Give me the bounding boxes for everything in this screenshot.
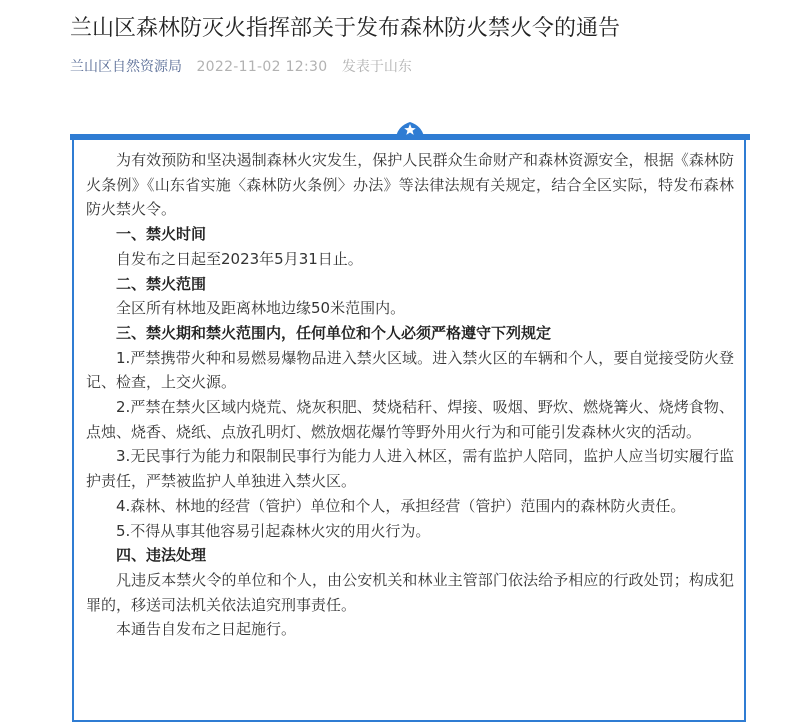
closing-paragraph: 本通告自发布之日起施行。 xyxy=(116,620,297,639)
star-badge-icon xyxy=(394,117,426,137)
section-heading-regulations: 三、禁火期和禁火范围内，任何单位和个人必须严格遵守下列规定 xyxy=(116,323,552,342)
fire-ban-scope-text: 全区所有林地及距离林地边缘50米范围内。 xyxy=(116,299,406,318)
publish-location: 发表于山东 xyxy=(341,59,412,75)
source-account-link[interactable]: 兰山区自然资源局 xyxy=(70,59,182,75)
violations-text: 凡违反本禁火令的单位和个人，由公安机关和林业主管部门依法给予相应的行政处罚；构成犯罪的，移送司法机关依法追究刑事责任。 xyxy=(86,570,734,614)
regulation-item-5: 5.不得从事其他容易引起森林火灾的用火行为。 xyxy=(116,521,431,540)
section-heading-violations: 四、违法处理 xyxy=(116,546,207,565)
fire-ban-period-text: 自发布之日起至2023年5月31日止。 xyxy=(116,249,363,268)
regulation-item-2: 2.严禁在禁火区域内烧荒、烧灰积肥、焚烧秸秆、焊接、吸烟、野炊、燃烧篝火、烧烤食物、点烛、烧香、烧纸、点放孔明灯、燃放烟花爆竹等野外用火行为和可能引发森林火灾的活动。 xyxy=(86,398,734,441)
article-title: 兰山区森林防灭火指挥部关于发布森林防火禁火令的通告 xyxy=(70,16,621,41)
section-heading-fire-ban-scope: 二、禁火范围 xyxy=(116,274,207,293)
publish-date: 2022-11-02 12:30 xyxy=(196,59,328,75)
article-meta xyxy=(70,57,412,77)
notice-body xyxy=(86,148,734,642)
regulation-item-1: 1.严禁携带火种和易燃易爆物品进入禁火区域。进入禁火区的车辆和个人，要自觉接受防火登记、检查，上交火源。 xyxy=(86,348,734,392)
regulation-item-3: 3.无民事行为能力和限制民事行为能力人进入林区，需有监护人陪同，监护人应当切实履行监护责任，严禁被监护人单独进入禁火区。 xyxy=(86,447,734,491)
intro-paragraph: 为有效预防和坚决遏制森林火灾发生，保护人民群众生命财产和森林资源安全，根据《森林防火条例》《山东省实施〈森林防火条例〉办法》等法律法规有关规定，结合全区实际，特发布森林防火禁火令。 xyxy=(86,151,734,219)
regulation-item-4: 4.森林、林地的经营（管护）单位和个人，承担经营（管护）范围内的森林防火责任。 xyxy=(116,496,686,515)
section-heading-fire-ban-period: 一、禁火时间 xyxy=(116,225,207,244)
